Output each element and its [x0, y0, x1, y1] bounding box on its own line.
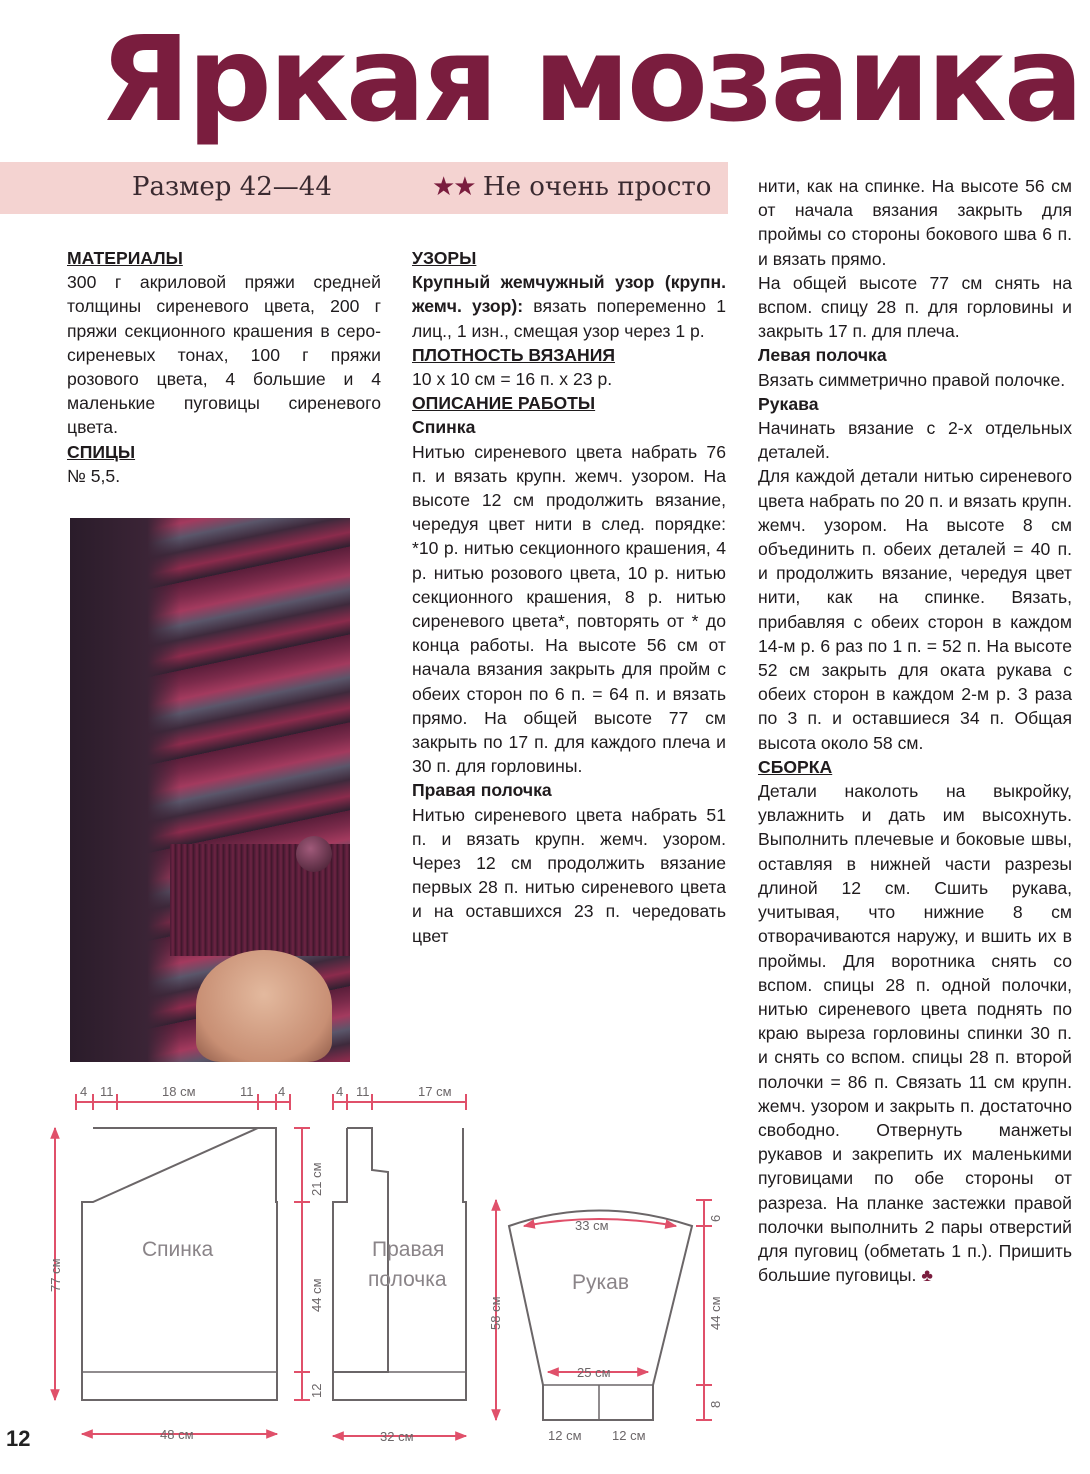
dim-label: 6 — [708, 1214, 723, 1222]
difficulty-stars: ★★ — [432, 172, 475, 202]
continue-text: нити, как на спинке. На высоте 56 см от начала вязания закрыть для проймы со стороны бокового шва 6 п. и вязать прямо. — [758, 176, 1072, 269]
patterns-heading: УЗОРЫ — [412, 248, 477, 268]
dim-label: 12 см — [548, 1428, 582, 1443]
description-heading: ОПИСАНИЕ РАБОТЫ — [412, 393, 596, 414]
sleeve-outline — [509, 1211, 692, 1421]
page-title: Яркая мозаика — [99, 10, 1081, 148]
size-label: Размер 42—44 — [132, 172, 332, 202]
sleeves-heading: Рукава — [758, 393, 819, 414]
info-bar — [0, 162, 728, 214]
dim-label: 11 — [240, 1084, 254, 1099]
dim-label: 48 см — [160, 1427, 194, 1442]
dim-label: 11 — [356, 1084, 370, 1099]
pattern-text: вязать попеременно 1 лиц., 1 изн., смещая узор через 1 р. — [412, 296, 727, 341]
left-front-heading: Левая полочка — [758, 345, 887, 366]
dim-label: 11 — [100, 1084, 114, 1099]
column-materials — [67, 246, 381, 488]
front-outline-2 — [333, 1128, 347, 1400]
sleeve-label: Рукав — [572, 1271, 629, 1294]
dim-label: 77 см — [48, 1258, 63, 1292]
dim-label: 44 см — [708, 1296, 723, 1330]
photo-hand — [196, 950, 332, 1062]
pattern-paragraph — [412, 270, 726, 343]
front-label-1: Правая — [372, 1238, 445, 1261]
continue-text-2: На общей высоте 77 см снять на вспом. спицу 28 п. для горловины и закрыть 17 п. для плеча. — [758, 272, 1072, 342]
dim-label: 21 см — [309, 1162, 324, 1196]
end-mark-icon: ♣ — [921, 1265, 933, 1286]
assembly-paragraph — [758, 779, 1072, 1287]
dim-label: 18 см — [162, 1084, 196, 1099]
dim-label: 44 см — [309, 1278, 324, 1312]
back-label: Спинка — [142, 1238, 214, 1261]
dim-label: 8 — [708, 1400, 723, 1408]
photo-shadow — [70, 518, 180, 1062]
sleeves-text-2: Для каждой детали нитью сиреневого цвета набрать по 20 п. и вязать крупн. жемч. узором. На высоте 8 см объединить п. обеих деталей = 40 п. и продолжить вязание, чередуя цвет нити, как на спинке. Вязать, прибавляя с обеих сторон в каждом 14-м р. 6 раз по 1 п. = 52 п. На высоте 52 см закрыть для оката рукава с обеих сторон в каждом 2-м р. 3 раза по 3 п. и оставшиеся 34 п. Общая высота около 58 см. — [758, 466, 1072, 753]
dim-label: 4 — [80, 1084, 88, 1099]
garment-photo — [70, 518, 350, 1062]
needles-heading: СПИЦЫ — [67, 441, 136, 462]
back-heading: Спинка — [412, 417, 476, 438]
photo-button — [296, 836, 332, 872]
dim-label: 4 — [278, 1084, 286, 1099]
dim-label: 33 см — [575, 1218, 609, 1233]
dim-label: 25 см — [577, 1365, 611, 1380]
front-outline — [333, 1128, 466, 1400]
back-text: Нитью сиреневого цвета набрать 76 п. и вязать крупн. жемч. узором. На высоте 12 см продолжить вязание, чередуя цвет нити в след. порядке: *10 р. нитью секционного крашения, 4 р. нитью розового цвета, 10 р. нитью секционного крашения, 8 р. нитью сиреневого цвета*, повторять от * до конца работы. На высоте 56 см от начала вязания закрыть для пройм с обеих сторон по 6 п. = 64 п. и вязать прямо. На общей высоте 77 см закрыть по 17 п. для каждого плеча и 30 п. для горловины. — [412, 441, 726, 777]
sleeves-text-1: Начинать вязание с 2-х отдельных деталей. — [758, 418, 1072, 463]
density-text: 10 x 10 см = 16 п. x 23 р. — [412, 369, 613, 390]
dim-label: 17 см — [418, 1084, 452, 1099]
pattern-name: Крупный жемчужный узор (крупн. жемч. узор): — [412, 272, 726, 317]
difficulty — [432, 172, 711, 202]
dim-label: 12 см — [612, 1428, 646, 1443]
materials-text: 300 г акриловой пряжи средней толщины сиреневого цвета, 200 г пряжи секционного крашения в серо-сиреневых тонах, 100 г пряжи розового цвета, 4 большие и 4 маленькие пуговицы сиреневого цвета. — [67, 272, 381, 438]
dim-label: 4 — [336, 1084, 344, 1099]
dim-label: 58 см — [488, 1296, 503, 1330]
page-number: 12 — [6, 1426, 31, 1451]
front-label-2: полочка — [368, 1268, 447, 1291]
density-heading: ПЛОТНОСТЬ ВЯЗАНИЯ — [412, 344, 615, 365]
difficulty-text: Не очень просто — [482, 172, 712, 202]
column-continued — [758, 174, 1072, 1287]
pattern-diagram — [0, 1070, 740, 1470]
back-outline — [82, 1128, 277, 1400]
dim-label: 32 см — [380, 1429, 414, 1444]
dim-label: 12 — [309, 1383, 324, 1398]
materials-heading: МАТЕРИАЛЫ — [67, 248, 183, 268]
right-front-heading: Правая полочка — [412, 780, 552, 801]
column-description — [412, 246, 726, 948]
assembly-text: Детали наколоть на выкройку, увлажнить и дать им высохнуть. Выполнить плечевые и боковые швы, оставляя в нижней части разрезы длиной 12 см. Сшить рукава, учитывая, что нижние 8 см отворачиваются наружу, и вшить их в проймы. Для воротника снять со вспом. спицы 28 п. одной полочки, нитью сиреневого цвета поднять по краю выреза горловины спинки 30 п. и снять со вспом. спицы 28 п. второй полочки = 86 п. Связать 11 см крупн. жемч. узором и закрыть п. достаточно свободно. Отвернуть манжеты рукавов и закрепить их маленькими пуговицами по обе стороны от разреза. На планке застежки правой полочки выполнить 2 пары отверстий для пуговиц (обметать 1 п.). Пришить большие пуговицы. — [758, 781, 1072, 1286]
needles-text: № 5,5. — [67, 465, 121, 486]
assembly-heading: СБОРКА — [758, 756, 833, 777]
right-front-text: Нитью сиреневого цвета набрать 51 п. и вязать крупн. жемч. узором. Через 12 см продолжить вязание первых 28 п. нитью сиреневого цвета и на оставшихся 23 п. чередовать цвет — [412, 804, 726, 946]
left-front-text: Вязать симметрично правой полочке. — [758, 369, 1066, 390]
